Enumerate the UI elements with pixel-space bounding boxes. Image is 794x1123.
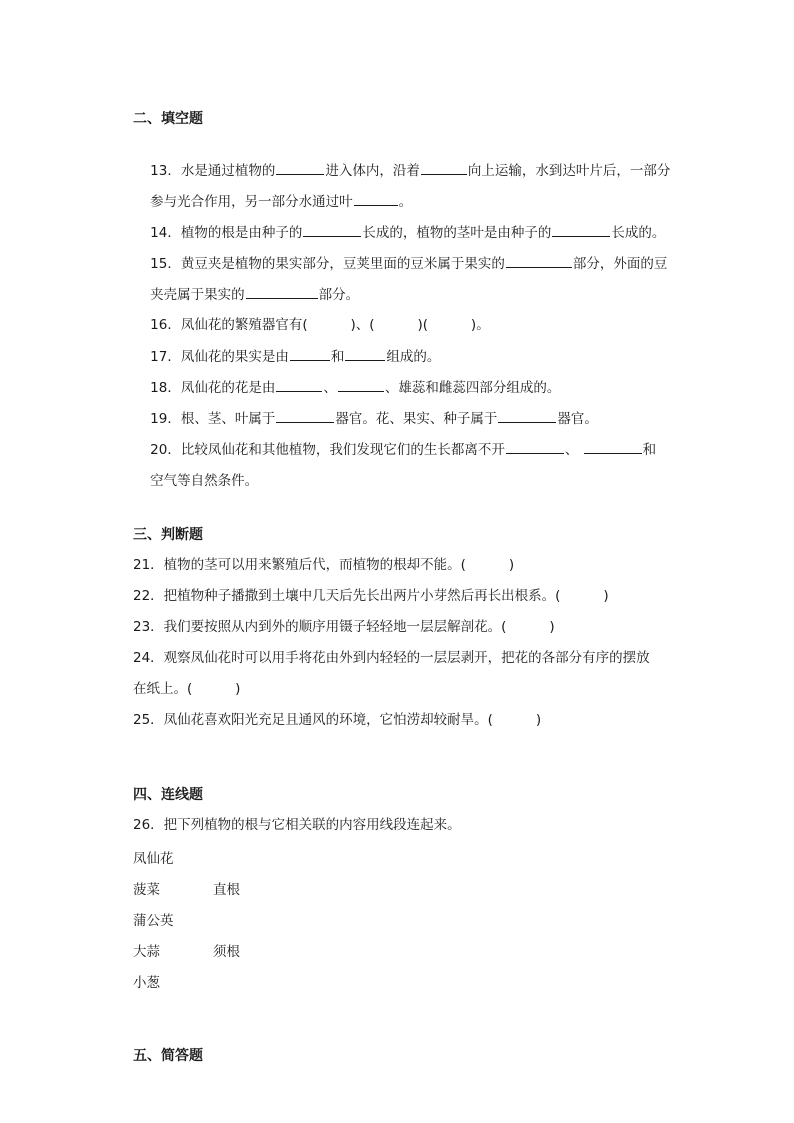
q20-text-1: 20．比较凤仙花和其他植物，我们发现它们的生长都离不开: [150, 442, 505, 458]
match-right-item[interactable]: 直根: [213, 882, 240, 898]
question-25: 25．凤仙花喜欢阳光充足且通风的环境，它怕涝却较耐旱。( ): [133, 712, 542, 728]
question-26-prompt: 26．把下列植物的根与它相关联的内容用线段连起来。: [133, 817, 461, 833]
section-heading-fill: 二、填空题: [133, 111, 203, 127]
q20-text-4: 空气等自然条件。: [150, 473, 259, 489]
question-23: 23．我们要按照从内到外的顺序用镊子轻轻地一层层解剖花。( ): [133, 619, 555, 635]
match-left-item[interactable]: 凤仙花: [133, 851, 174, 867]
question-20-line-2: [133, 451, 258, 511]
match-left-item[interactable]: 大蒜: [133, 944, 160, 960]
q15-blank-1[interactable]: [506, 253, 572, 268]
q14-text-3: 长成的。: [611, 225, 666, 241]
q13-text-2: 进入体内，沿着: [325, 163, 420, 179]
q13-blank-2[interactable]: [421, 160, 467, 175]
question-21: 21．植物的茎可以用来繁殖后代，而植物的根却不能。( ): [133, 557, 515, 573]
question-24-line-1: 24．观察凤仙花时可以用手将花由外到内轻轻的一层层剥开，把花的各部分有序的摆放: [133, 650, 650, 666]
q15-text-3: 夹壳属于果实的: [150, 287, 245, 303]
q20-text-2: 、: [564, 442, 579, 458]
q17-text-3: 组成的。: [386, 349, 441, 365]
match-left-item[interactable]: 菠菜: [133, 882, 160, 898]
q20-blank-2[interactable]: [584, 439, 642, 454]
q16-text: 16．凤仙花的繁殖器官有( )、( )( )。: [150, 317, 490, 333]
q18-text-2: 、: [323, 380, 337, 396]
match-left-item[interactable]: 小葱: [133, 975, 160, 991]
q13-text-1: 13．水是通过植物的: [150, 163, 276, 179]
match-left-item[interactable]: 蒲公英: [133, 913, 174, 929]
section-heading-judge: 三、判断题: [133, 527, 203, 543]
q17-text-1: 17．凤仙花的果实是由: [150, 349, 289, 365]
q18-text-1: 18．凤仙花的花是由: [150, 380, 276, 396]
section-heading-short: 五、简答题: [133, 1048, 203, 1064]
q15-text-1: 15．黄豆夹是植物的果实部分，豆荚里面的豆米属于果实的: [150, 256, 505, 272]
q19-text-1: 19．根、茎、叶属于: [150, 411, 276, 427]
q15-text-4: 部分。: [318, 287, 360, 303]
q13-text-5: 。: [398, 194, 413, 210]
q14-text-2: 长成的，植物的茎叶是由种子的: [362, 225, 552, 241]
q20-text-3: 和: [642, 442, 657, 458]
q18-text-3: 、雄蕊和雌蕊四部分组成的。: [384, 380, 561, 396]
q14-text-1: 14．植物的根是由种子的: [150, 225, 303, 241]
section-heading-match: 四、连线题: [133, 787, 203, 803]
q19-text-3: 器官。: [557, 411, 598, 427]
q19-text-2: 器官。花、果实、种子属于: [335, 411, 498, 427]
question-22: 22．把植物种子播撒到土壤中几天后先长出两片小芽然后再长出根系。( ): [133, 588, 609, 604]
q13-text-3: 向上运输，水到达叶片后，一部分: [467, 163, 671, 179]
question-24-line-2: 在纸上。( ): [133, 681, 241, 697]
q13-text-4: 参与光合作用，另一部分水通过叶: [150, 194, 353, 210]
q17-text-2: 和: [330, 349, 345, 365]
q15-text-2: 部分，外面的豆: [572, 256, 668, 272]
match-right-item[interactable]: 须根: [213, 944, 240, 960]
q20-blank-1[interactable]: [506, 439, 564, 454]
